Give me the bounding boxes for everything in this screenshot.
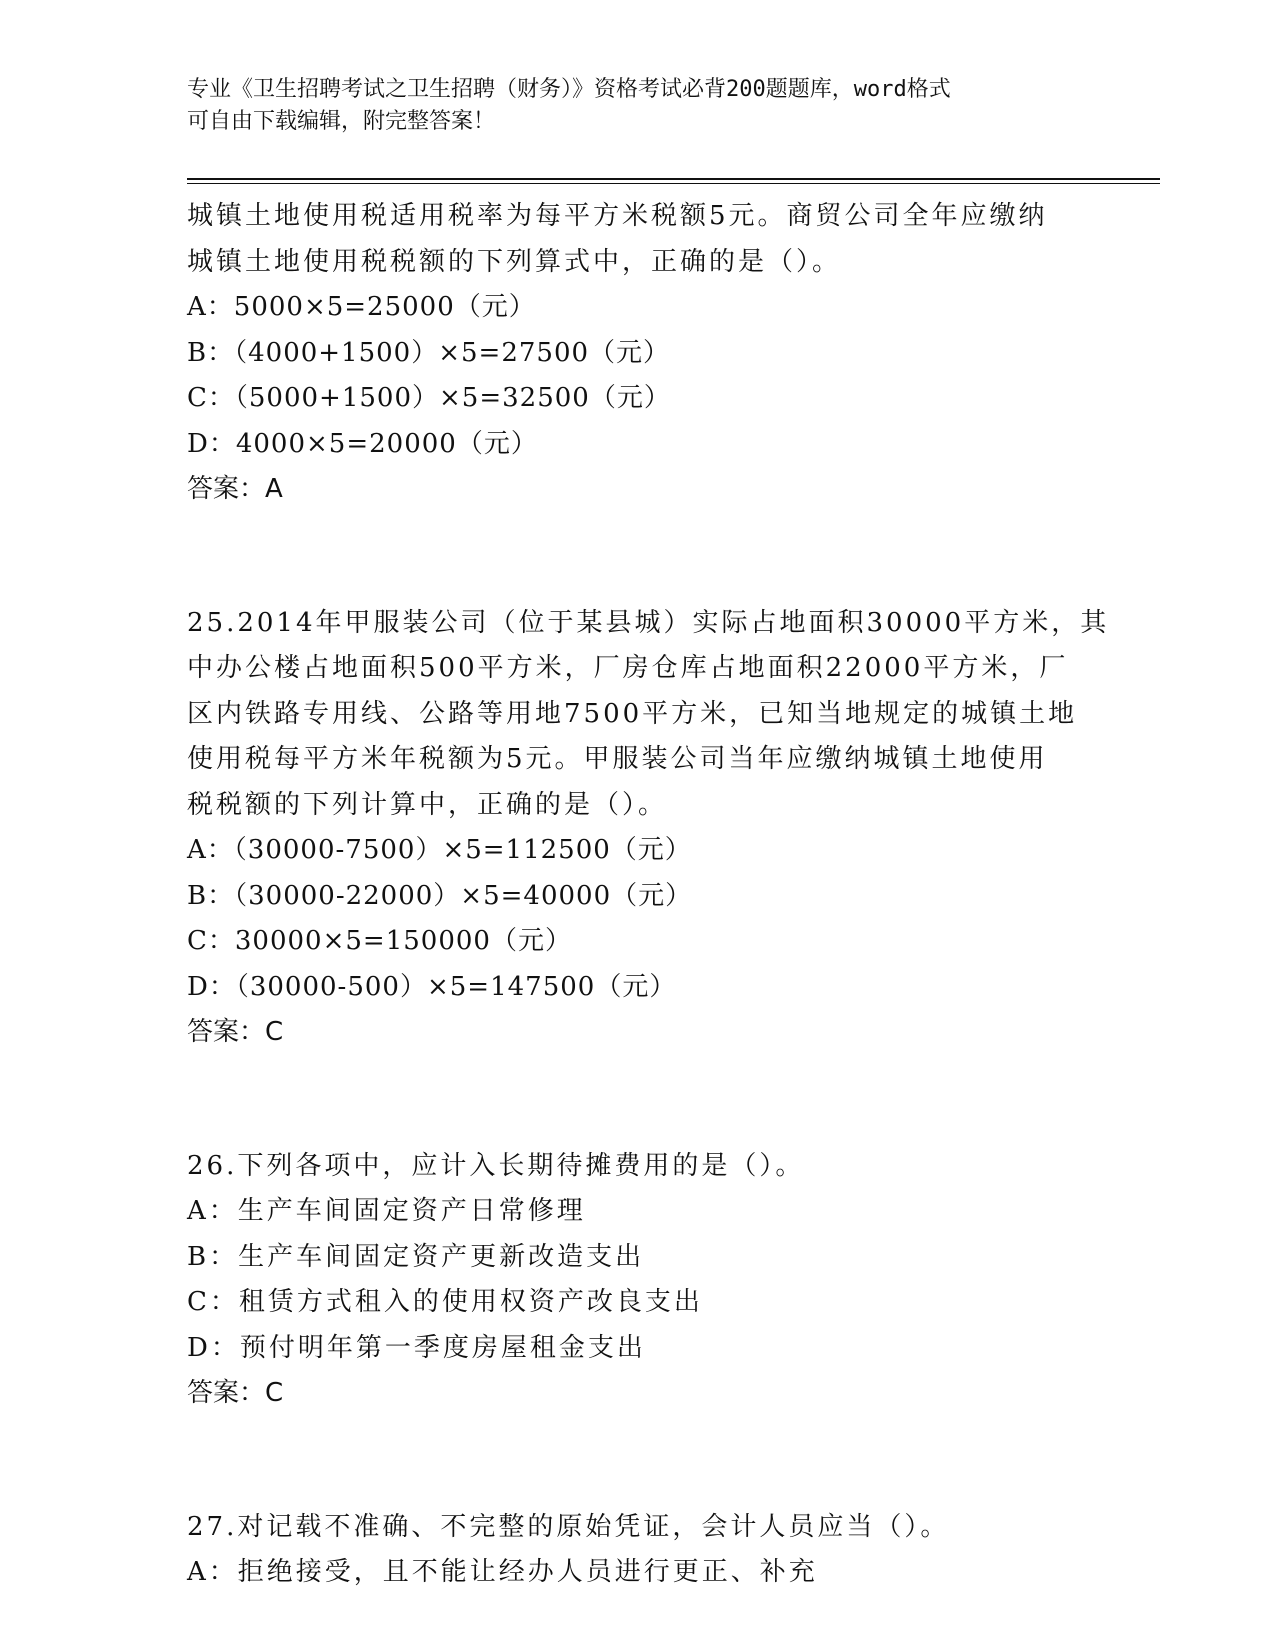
question-text-line: 城镇土地使用税适用税率为每平方米税额5元。商贸公司全年应缴纳 — [187, 201, 1048, 231]
question-text-line: 27.对记载不准确、不完整的原始凭证，会计人员应当（）。 — [187, 1511, 950, 1542]
question-text-line: 税税额的下列计算中，正确的是（）。 — [187, 789, 668, 820]
option-b: B：生产车间固定资产更新改造支出 — [187, 1241, 645, 1272]
option-a: A：生产车间固定资产日常修理 — [187, 1196, 586, 1226]
option-d: D：预付明年第一季度房屋租金支出 — [187, 1332, 646, 1363]
option-c: C：30000×5=150000（元） — [187, 926, 572, 956]
question-26-block — [187, 1144, 1107, 1417]
question-text-line: 城镇土地使用税税额的下列算式中，正确的是（）。 — [187, 246, 842, 277]
spacer — [187, 1056, 1107, 1144]
question-27-block — [187, 1505, 1107, 1596]
question-24-block — [187, 194, 1107, 513]
option-b: B：（4000+1500）×5=27500（元） — [187, 337, 671, 368]
option-d: D：（30000-500）×5=147500（元） — [187, 971, 677, 1002]
option-a: A：5000×5=25000（元） — [187, 292, 536, 322]
question-text-line: 使用税每平方米年税额为5元。甲服装公司当年应缴纳城镇土地使用 — [187, 744, 1048, 774]
header-title-line-2: 可自由下载编辑，附完整答案！ — [187, 109, 496, 134]
question-text-line: 区内铁路专用线、公路等用地7500平方米，已知当地规定的城镇土地 — [187, 698, 1078, 729]
header-rule-thin — [187, 183, 1160, 184]
answer-line: 答案：A — [187, 474, 283, 504]
question-text-line: 中办公楼占地面积500平方米，厂房仓库占地面积22000平方米，厂 — [187, 653, 1069, 683]
option-a: A：（30000-7500）×5=112500（元） — [187, 835, 692, 865]
document-body — [187, 194, 1110, 1596]
option-c: C：租赁方式租入的使用权资产改良支出 — [187, 1287, 703, 1317]
question-text-line: 26.下列各项中，应计入长期待摊费用的是（）。 — [187, 1150, 805, 1181]
option-c: C：（5000+1500）×5=32500（元） — [187, 383, 671, 413]
option-b: B：（30000-22000）×5=40000（元） — [187, 880, 693, 911]
header-title-line-1: 专业《卫生招聘考试之卫生招聘（财务）》资格考试必背200题题库，word格式 — [187, 77, 951, 102]
spacer — [187, 1417, 1107, 1505]
document-header — [187, 74, 1087, 138]
question-25-block — [187, 601, 1110, 1056]
option-a: A：拒绝接受，且不能让经办人员进行更正、补充 — [187, 1557, 818, 1587]
question-text-line: 25.2014年甲服装公司（位于某县城）实际占地面积30000平方米，其 — [187, 607, 1110, 638]
answer-line: 答案：C — [187, 1017, 284, 1047]
option-d: D：4000×5=20000（元） — [187, 428, 538, 459]
header-rule-thick — [187, 178, 1160, 180]
answer-line: 答案：C — [187, 1378, 284, 1408]
spacer — [187, 513, 1107, 601]
